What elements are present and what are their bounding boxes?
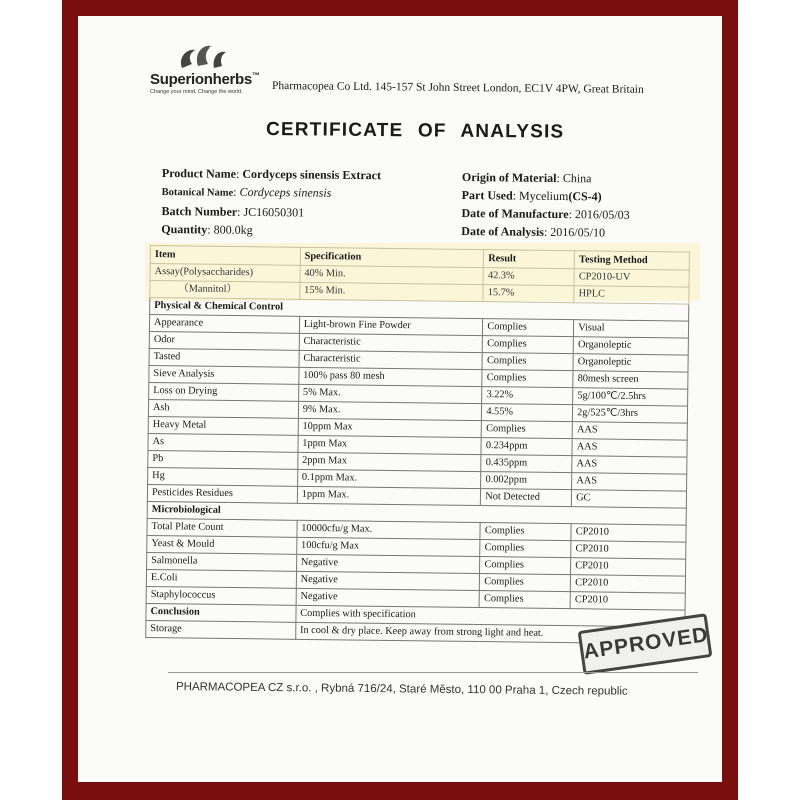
table-cell: Not Detected [481, 489, 572, 507]
table-cell: 10ppm Max [298, 418, 482, 437]
table-cell: 0.435ppm [481, 455, 572, 473]
table-cell: AAS [572, 456, 687, 474]
analysis-date-line: Date of Analysis: 2016/05/10 [461, 223, 606, 240]
table-cell: Negative [296, 571, 480, 590]
table-cell: （Mannitol） [150, 281, 300, 300]
table-cell: Complies [480, 574, 571, 592]
analysis-table-wrap [145, 245, 690, 645]
table-cell: GC [572, 490, 687, 508]
table-cell: 40% Min. [300, 265, 484, 284]
storage-value: In cool & dry place. Keep away from strong light and heat. [295, 622, 684, 644]
analysis-table [145, 245, 690, 645]
table-cell: Complies [479, 591, 570, 609]
origin-info [461, 168, 630, 242]
table-cell: Appearance [149, 315, 299, 334]
table-cell: AAS [572, 473, 687, 491]
manufacture-date-line: Date of Manufacture: 2016/05/03 [461, 205, 630, 222]
table-cell: Salmonella [147, 552, 297, 571]
table-cell: Ash [148, 399, 298, 418]
column-header: Testing Method [574, 251, 689, 270]
table-cell: 100% pass 80 mesh [299, 367, 483, 386]
product-info [161, 164, 381, 240]
table-cell: E.Coli [146, 569, 296, 588]
table-cell: 0.1ppm Max. [297, 469, 481, 488]
table-cell: AAS [572, 422, 687, 440]
section-title: Physical & Chemical Control [150, 298, 689, 322]
table-cell: HPLC [574, 286, 689, 304]
table-cell: Organoleptic [573, 337, 688, 355]
table-cell: Complies [482, 370, 573, 388]
brand-name: Superionherbs™ [150, 71, 260, 88]
column-header: Item [150, 246, 300, 266]
table-cell: 2ppm Max [298, 452, 482, 471]
table-cell: 2g/525℃/3hrs [573, 405, 688, 423]
table-cell: 100cfu/g Max [296, 537, 480, 556]
table-cell: 9% Max. [298, 401, 482, 420]
batch-number-line: Batch Number: JC16050301 [161, 203, 305, 220]
dragon-logo-icon [174, 42, 230, 72]
table-cell: Tasted [149, 348, 299, 367]
conclusion-value: Complies with specification [296, 605, 685, 627]
table-cell: CP2010 [571, 541, 686, 559]
part-used-line: Part Used: Mycelium(CS-4) [461, 187, 602, 204]
table-cell: Staphylococcus [146, 586, 296, 605]
table-cell: CP2010-UV [574, 269, 689, 287]
table-cell: Characteristic [299, 333, 483, 352]
table-cell: CP2010 [571, 558, 686, 576]
document-title: CERTIFICATE OF ANALYSIS [265, 119, 565, 143]
table-cell: 4.55% [482, 404, 573, 422]
table-cell: Negative [296, 554, 480, 573]
column-header: Specification [300, 247, 484, 267]
table-cell: Characteristic [299, 350, 483, 369]
table-cell: Negative [296, 588, 480, 607]
table-cell: Complies [480, 540, 571, 558]
table-cell: Loss on Drying [149, 382, 299, 401]
footer-address: PHARMACOPEA CZ s.r.o. , Rybná 716/24, Staré Město, 110 00 Praha 1, Czech republic [175, 681, 628, 698]
table-cell: Complies [480, 557, 571, 575]
botanical-name-line: Botanical Name: Cordyceps sinensis [161, 184, 332, 200]
table-cell: 1ppm Max. [297, 486, 481, 505]
table-cell: 5g/100℃/2.5hrs [573, 388, 688, 406]
table-cell: Complies [480, 523, 571, 541]
table-cell: As [148, 433, 298, 452]
approved-stamp: APPROVED [578, 613, 713, 675]
table-cell: Hg [148, 467, 298, 486]
table-cell: Pb [148, 450, 298, 469]
conclusion-label: Conclusion [146, 603, 296, 622]
quantity-line: Quantity: 800.0kg [161, 221, 253, 237]
table-cell: Pesticides Residues [147, 484, 297, 503]
origin-line: Origin of Material: China [461, 169, 592, 186]
table-cell: CP2010 [570, 575, 685, 593]
table-cell: CP2010 [570, 592, 685, 610]
company-logo [150, 42, 268, 100]
table-cell: 5% Max. [298, 384, 482, 403]
table-cell: Complies [482, 421, 573, 439]
table-cell: 80mesh screen [573, 371, 688, 389]
table-cell: 15.7% [483, 285, 574, 303]
section-title: Microbiological [147, 501, 686, 525]
table-cell: 0.002ppm [481, 472, 572, 490]
storage-label: Storage [146, 620, 296, 639]
table-cell: Organoleptic [573, 354, 688, 372]
table-cell: Complies [482, 353, 573, 371]
footer-divider [168, 672, 698, 673]
table-cell: Odor [149, 331, 299, 350]
company-address: Pharmacopea Co Ltd. 145-157 St John Street London, EC1V 4PW, Great Britain [271, 80, 644, 96]
table-cell: Visual [574, 320, 689, 338]
table-cell: 3.22% [482, 387, 573, 405]
table-cell: Heavy Metal [148, 416, 298, 435]
table-cell: Complies [483, 319, 574, 337]
table-cell: 10000cfu/g Max. [297, 520, 481, 539]
table-cell: 42.3% [483, 268, 574, 286]
table-cell: Complies [483, 336, 574, 354]
table-cell: CP2010 [571, 524, 686, 542]
column-header: Result [484, 250, 575, 269]
analysis-table-body [146, 246, 690, 645]
table-cell: Sieve Analysis [149, 365, 299, 384]
table-cell: 0.234ppm [481, 438, 572, 456]
table-cell: Total Plate Count [147, 518, 297, 537]
table-cell: AAS [572, 439, 687, 457]
table-cell: Assay(Polysaccharides) [150, 264, 300, 283]
table-cell: Light-brown Fine Powder [299, 316, 483, 335]
brand-tagline: Change your mind. Change the world. [150, 89, 243, 95]
product-name-line: Product Name: Cordyceps sinensis Extract [161, 165, 382, 183]
table-cell: Yeast & Mould [147, 535, 297, 554]
table-cell: 1ppm Max [298, 435, 482, 454]
table-cell: 15% Min. [300, 282, 484, 301]
